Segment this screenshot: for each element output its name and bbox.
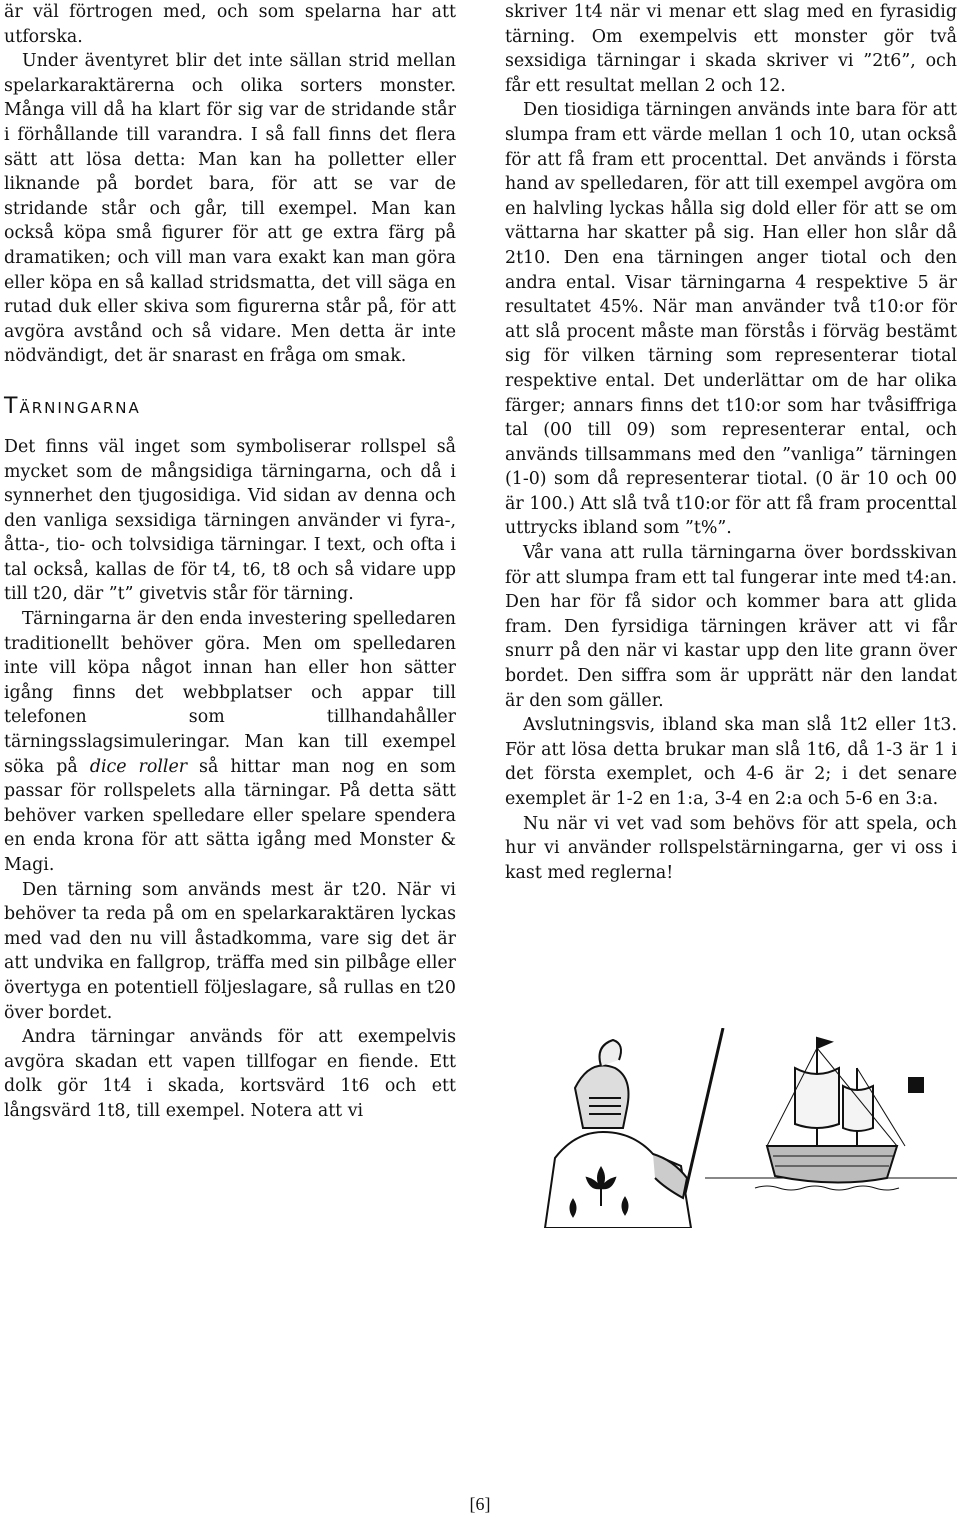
left-column	[4, 0, 456, 1124]
section-heading: Tärningarna	[4, 393, 141, 419]
paragraph-text: Tärningarna är den enda investering spelledaren traditionellt behöver göra. Men om spelledaren inte vill köpa något innan han eller hon sätter igång finns det webbplatser och appar till telefonen som tillhandahåller tärningsslagsimuleringar. Man kan till exempel söka på	[4, 609, 456, 777]
illustration-drawing	[505, 1028, 957, 1228]
paragraph	[4, 607, 456, 878]
paragraph: Avslutningsvis, ibland ska man slå 1t2 eller 1t3. För att lösa detta brukar man slå 1t6, då 1-3 är 1 i det första exemplet, och 4-6 är 2; i det senare exemplet är 1-2 en 1:a, 3-4 en 2:a och 5-6 en 3:a.	[505, 715, 957, 809]
paragraph: Den tärning som används mest är t20. När vi behöver ta reda på om en spelarkaraktären lyckas med vad den nu vill åstadkomma, vare sig det är att undvika en fallgrop, träffa med sin pilbåge eller övertyga en potentiell följeslagare, så rullas en t20 över bordet.	[4, 879, 456, 1023]
page-number: [6]	[469, 1494, 491, 1514]
paragraph: är väl förtrogen med, och som spelarna har att utforska.	[4, 2, 456, 47]
paragraph: Det finns väl inget som symboliserar rollspel så mycket som de mångsidiga tärningarna, och då i synnerhet den tjugosidiga. Vid sidan av denna och den vanliga sexsidiga tärningen använder vi fyra-, åtta-, tio- och tolvsidiga tärningar. I text, och ofta i tal också, kallas de för t4, t6, t8 och så vidare upp till t20, där ”t” givetvis står för tärning.	[4, 436, 456, 605]
paragraph-text: så hittar man nog en som passar för rollspelets alla tärningar. På detta sätt behöver varken spelledare eller spelare spendera en enda krona för att sätta igång med Monster & Magi.	[4, 756, 457, 875]
paragraph: Andra tärningar används för att exempelvis avgöra skadan ett vapen tillfogar en fiende. Ett dolk gör 1t4 i skada, kortsvärd 1t6 och ett långsvärd 1t8, till exempel. Notera att vi	[4, 1027, 456, 1121]
emphasized-term: dice roller	[89, 756, 188, 777]
paragraph: skriver 1t4 när vi menar ett slag med en fyrasidig tärning. Om exempelvis ett monster gör två sexsidiga tärningar i skada skriver vi ”2t6”, och får ett resultat mellan 2 och 12.	[505, 2, 957, 96]
paragraph: Nu när vi vet vad som behövs för att spela, och hur vi använder rollspelstärningarna, ger vi oss i kast med reglerna!	[505, 813, 957, 883]
paragraph: Under äventyret blir det inte sällan strid mellan spelarkaraktärerna och olika sorters monster. Många vill då ha klart för sig var de stridande står i förhållande till varandra. I så fall finns det flera sätt att lösa detta: Man kan ha polletter eller liknande på bordet bara, för att se var de stridande står och går, till exempel. Man kan också köpa små figurer för att ge extra färg på dramatiken; och vill man vara exakt kan man göra eller köpa en så kallad stridsmatta, det vill säga en rutad duk eller skiva som figurerna står på, för att avgöra avstånd och så vidare. Men detta är inte nödvändigt, det är snarast en fråga om smak.	[4, 51, 456, 367]
paragraph: Vår vana att rulla tärningarna över bordsskivan för att slumpa fram ett tal fungerar inte med t4:an. Den har för få sidor och kommer bara att glida fram. Den fyrsidiga tärningen kräver att vi får snurr på den när vi kastar upp den lite grann över bordet. Den siffra som är upprätt när den landat är den som gäller.	[505, 543, 958, 711]
knight-and-ship-illustration	[505, 1028, 957, 1228]
right-column	[505, 0, 957, 885]
paragraph: Den tiosidiga tärningen används inte bara för att slumpa fram ett värde mellan 1 och 10, utan också för att få fram ett procenttal. Det används i första hand av spelledaren, för att till exempel avgöra om en halvling lyckas hålla sig dold eller för att se om vättarna har skatter på sig. Han eller hon slår då 2t10. Den ena tärningen anger tiotal och den andra ental. Visar tärningarna 4 respektive 5 är resultatet 45%. När man använder två t10:or för att slå procent måste man förstås i förväg bestämt sig för vilken tärning som representerar tiotal respektive ental. Det underlättar om de har olika färger; annars finns det t10:or som har tvåsiffriga tal (00 till 09) som representerar ental, och används tillsammans med den ”vanliga” tärningen (1-0) som då representerar tiotal. (0 är 10 och 00 är 100.) Att slå två t10:or för att få fram procenttal uttrycks ibland som ”t%”.	[505, 100, 957, 539]
